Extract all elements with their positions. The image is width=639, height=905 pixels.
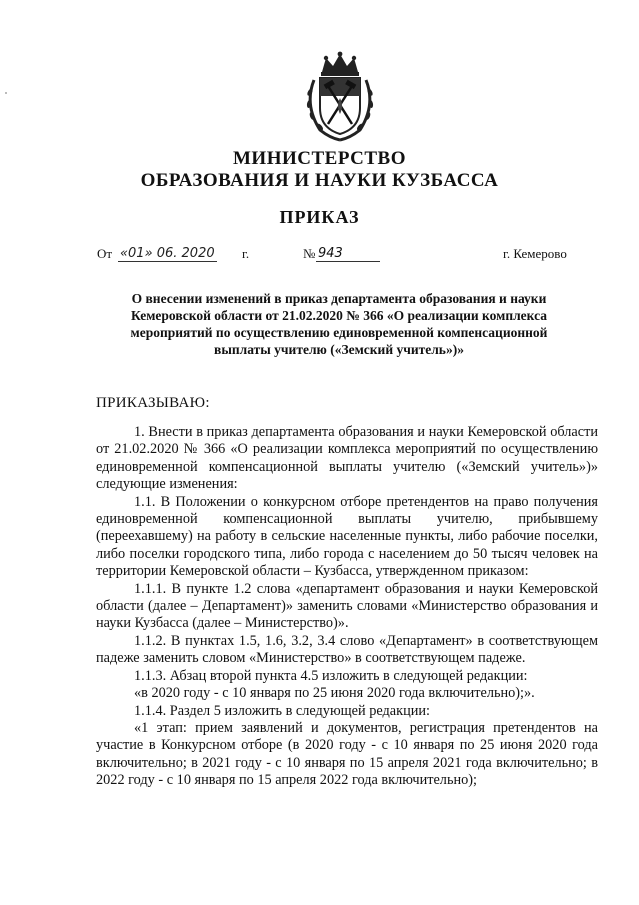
subject-line: Кемеровской области от 21.02.2020 № 366 «О реализации комплекса (130, 308, 548, 323)
date-from-label: От (97, 246, 113, 261)
order-number-handwritten: 943 (316, 246, 380, 262)
scan-speck (5, 92, 7, 94)
subject-line: мероприятий по осуществлению единовременной компенсационной (130, 325, 548, 340)
number-label: № (303, 246, 316, 261)
body-paragraph: «1 этап: прием заявлений и документов, регистрация претендентов на участие в Конкурсном отборе (в 2020 году - с 10 января по 25 июня 2020 года включительно; в 2021 году - с 10 января по 15 апреля 2021 года включительно; в 2022 году - с 10 января по 15 апреля 2022 года включительно); (96, 719, 598, 789)
order-directive-word: ПРИКАЗЫВАЮ: (96, 395, 210, 411)
order-title: ПРИКАЗ (279, 207, 360, 227)
body-paragraph: 1.1.3. Абзац второй пункта 4.5 изложить в следующей редакции: (134, 667, 528, 684)
order-body (96, 424, 598, 790)
subject-line: О внесении изменений в приказ департамента образования и науки (131, 291, 547, 306)
order-subject (98, 290, 580, 358)
kuzbass-coat-of-arms-emblem (300, 50, 380, 142)
body-paragraph: 1.1.4. Раздел 5 изложить в следующей редакции: (134, 702, 431, 719)
subject-line: выплаты учителю («Земский учитель»)» (214, 342, 464, 357)
body-paragraph: 1.1.2. В пунктах 1.5, 1.6, 3.2, 3.4 слово «Департамент» в соответствующем падеже заменить словом «Министерство» в соответствующем падеже. (96, 632, 598, 667)
order-date-handwritten: «01» 06. 2020 (120, 246, 215, 261)
body-paragraph: 1. Внести в приказ департамента образования и науки Кемеровской области от 21.02.2020 № 366 «О реализации комплекса мероприятий по осуществлению единовременной компенсационной выплаты учителю («Земский учитель»)» следующие изменения: (96, 424, 598, 493)
ministry-name-line2: ОБРАЗОВАНИЯ И НАУКИ КУЗБАССА (140, 170, 499, 191)
city-label: г. Кемерово (503, 246, 567, 261)
body-paragraph: 1.1.1. В пункте 1.2 слова «департамент образования и науки Кемеровской области (далее – Департамент)» заменить словами «Министерство образования и науки Кузбасса (далее – Министерство)». (96, 580, 598, 632)
body-paragraph: «в 2020 году - с 10 января по 25 июня 2020 года включительно);». (134, 685, 535, 702)
body-paragraph: 1.1. В Положении о конкурсном отборе претендентов на право получения единовременной компенсационной выплаты учителю, прибывшему (переехавшему) на работу в сельские населенные пункты, либо рабочие поселки, либо поселки городского типа, либо города с населением до 50 тысяч человек на территории Кемеровской области – Кузбасса, утвержденном приказом: (96, 493, 598, 580)
ministry-name-line1: МИНИСТЕРСТВО (232, 148, 407, 169)
year-suffix: г. (242, 246, 250, 261)
